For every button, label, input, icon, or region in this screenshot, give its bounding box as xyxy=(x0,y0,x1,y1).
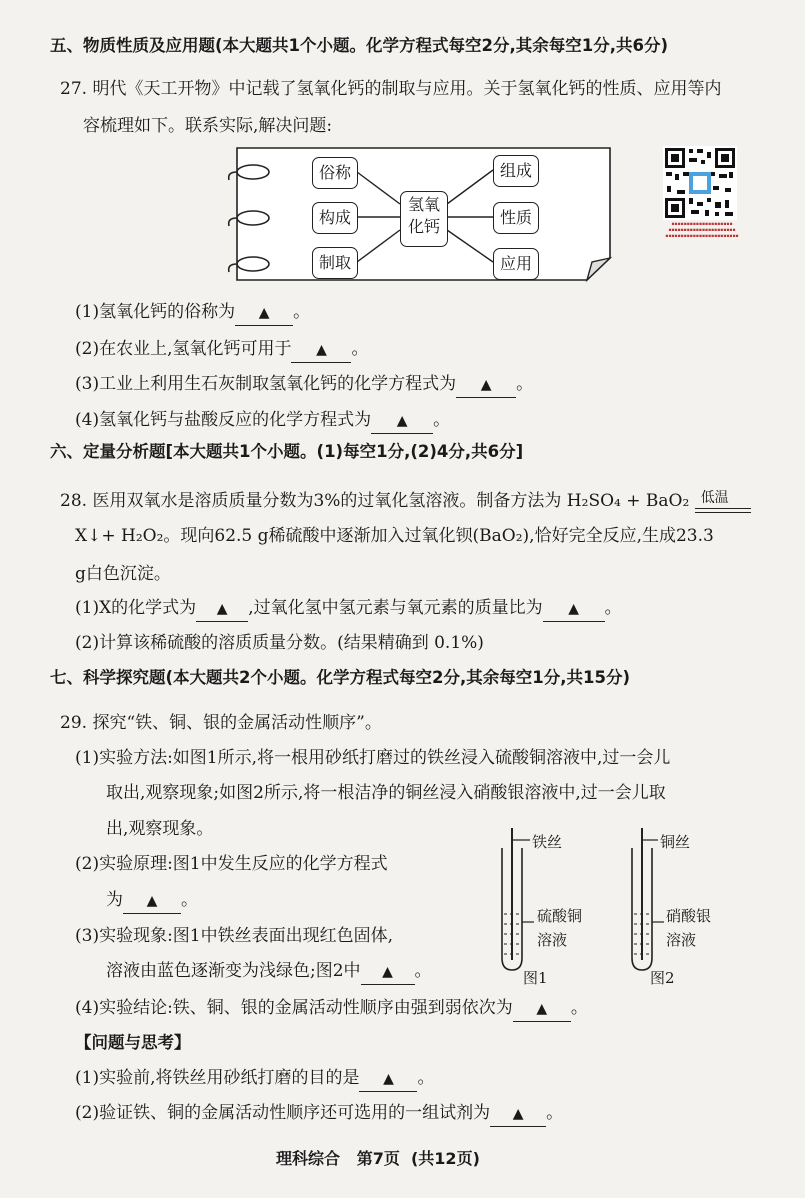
answer-mark-icon: ▲ xyxy=(512,1106,524,1122)
answer-mark-icon: ▲ xyxy=(536,1001,548,1017)
mindmap-right-3: 应用 xyxy=(493,248,539,280)
qr-code-icon xyxy=(663,146,737,220)
q29-principle-blank[interactable] xyxy=(123,888,181,914)
q28-stem-line1-text: 28. 医用双氧水是溶质质量分数为3%的过氧化氢溶液。制备方法为 H₂SO₄ + BaO₂ xyxy=(60,491,690,511)
q29-think2-text: (2)验证铁、铜的金属活动性顺序还可选用的一组试剂为 xyxy=(75,1103,491,1123)
period: 。 xyxy=(546,1103,564,1123)
answer-mark-icon: ▲ xyxy=(146,893,158,909)
fig2-solution-label-2: 溶液 xyxy=(666,931,697,949)
q28-stem-line2: X↓+ H₂O₂。现向62.5 g稀硫酸中逐渐加入过氧化钡(BaO₂),恰好完全反应,生成23.3 xyxy=(75,526,714,546)
period: 。 xyxy=(414,961,432,981)
reaction-condition-text: 低温 xyxy=(700,490,729,506)
q28-sub1a-blank[interactable] xyxy=(196,596,248,622)
q29-conclusion xyxy=(75,996,588,1022)
q27-sub1-blank[interactable] xyxy=(235,300,293,326)
q27-sub4-text: (4)氢氧化钙与盐酸反应的化学方程式为 xyxy=(75,410,372,430)
q29-method-line1: (1)实验方法:如图1所示,将一根用砂纸打磨过的铁丝浸入硫酸铜溶液中,过一会儿 xyxy=(75,748,671,768)
q29-conclusion-blank[interactable] xyxy=(513,996,571,1022)
fig1-solution-label-2: 溶液 xyxy=(537,931,568,949)
period: 。 xyxy=(433,410,451,430)
mindmap-center xyxy=(400,191,448,247)
qr-code xyxy=(663,146,737,220)
q29-principle-line2-text: 为 xyxy=(106,890,123,910)
fig2-solution-label-1: 硝酸银 xyxy=(666,907,712,925)
q27-sub3-blank[interactable] xyxy=(456,372,516,398)
answer-mark-icon: ▲ xyxy=(316,342,327,358)
reaction-condition xyxy=(695,490,751,513)
q27-sub1-text: (1)氢氧化钙的俗称为 xyxy=(75,302,236,322)
fig1-caption: 图1 xyxy=(523,969,548,987)
answer-mark-icon: ▲ xyxy=(396,413,408,429)
period: 。 xyxy=(417,1068,435,1088)
q27-stem-line1: 27. 明代《天工开物》中记载了氢氧化钙的制取与应用。关于氢氧化钙的性质、应用等内 xyxy=(60,79,722,99)
mindmap-left-3: 制取 xyxy=(312,247,358,279)
q28-sub1 xyxy=(75,596,622,622)
q27-sub3 xyxy=(75,372,533,398)
q27-sub2-text: (2)在农业上,氢氧化钙可用于 xyxy=(75,339,292,359)
comma: , xyxy=(248,598,254,618)
q28-sub1b-blank[interactable] xyxy=(543,596,605,622)
period: 。 xyxy=(570,998,588,1018)
q27-sub2 xyxy=(75,337,368,363)
q29-method-line3: 出,观察现象。 xyxy=(106,819,214,839)
q29-think2 xyxy=(75,1101,563,1127)
page-footer: 理科综合 第7页 (共12页) xyxy=(276,1149,480,1168)
q29-observation-line2-text: 溶液由蓝色逐渐变为浅绿色;图2中 xyxy=(106,961,361,981)
fig1-solution-label-1: 硫酸铜 xyxy=(537,907,583,925)
answer-mark-icon: ▲ xyxy=(383,1071,394,1087)
mindmap-right-1: 组成 xyxy=(493,155,539,187)
q28-stem-line1 xyxy=(60,489,751,513)
period: 。 xyxy=(293,302,311,322)
mindmap-left-1: 俗称 xyxy=(312,157,358,189)
answer-mark-icon: ▲ xyxy=(216,601,228,617)
section7-heading: 七、科学探究题(本大题共2个小题。化学方程式每空2分,其余每空1分,共15分) xyxy=(50,668,631,687)
q28-sub1b-text: 过氧化氢中氢元素与氧元素的质量比为 xyxy=(253,598,543,618)
q29-principle-line1: (2)实验原理:图1中发生反应的化学方程式 xyxy=(75,854,388,874)
mindmap-center-line2: 化钙 xyxy=(407,217,440,236)
mindmap-center-line1: 氢氧 xyxy=(407,195,440,214)
mindmap-right-2: 性质 xyxy=(493,202,539,234)
q28-stem-line3: g白色沉淀。 xyxy=(75,564,171,584)
answer-mark-icon: ▲ xyxy=(258,305,270,321)
q29-method-line2: 取出,观察现象;如图2所示,将一根洁净的铜丝浸入硝酸银溶液中,过一会儿取 xyxy=(106,783,666,803)
q29-observation-blank[interactable] xyxy=(361,959,415,985)
q27-sub4 xyxy=(75,408,450,434)
period: 。 xyxy=(181,890,198,910)
q29-stem: 29. 探究“铁、铜、银的金属活动性顺序”。 xyxy=(60,713,382,733)
fig1-wire-label: 铁丝 xyxy=(532,833,563,851)
section5-heading: 五、物质性质及应用题(本大题共1个小题。化学方程式每空2分,其余每空1分,共6分) xyxy=(50,36,669,55)
period: 。 xyxy=(351,339,369,359)
q29-observation-line1: (3)实验现象:图1中铁丝表面出现红色固体, xyxy=(75,926,394,946)
q27-sub3-text: (3)工业上利用生石灰制取氢氧化钙的化学方程式为 xyxy=(75,374,457,394)
q29-observation-line2 xyxy=(106,959,432,985)
period: 。 xyxy=(516,374,534,394)
section6-heading: 六、定量分析题[本大题共1个小题。(1)每空1分,(2)4分,共6分] xyxy=(50,442,524,461)
qr-caption-icon: ▪▪▪▪▪▪▪▪▪▪▪▪▪▪▪▪▪▪▪▪ ▪▪▪▪▪▪▪▪▪▪▪▪▪▪▪▪▪▪▪▪▪▪ ▪▪▪▪▪▪▪▪▪▪▪▪▪▪▪▪▪▪▪▪▪▪▪▪ xyxy=(665,222,739,239)
answer-mark-icon: ▲ xyxy=(568,601,579,617)
fig2-wire-label: 铜丝 xyxy=(660,833,691,851)
answer-mark-icon: ▲ xyxy=(480,377,492,393)
fig2-caption: 图2 xyxy=(650,969,675,987)
mindmap-left-2: 构成 xyxy=(312,202,358,234)
q27-sub4-blank[interactable] xyxy=(371,408,433,434)
think-heading: 【问题与思考】 xyxy=(75,1033,191,1052)
q27-stem-line2: 容梳理如下。联系实际,解决问题: xyxy=(83,116,333,136)
q29-conclusion-text: (4)实验结论:铁、铜、银的金属活动性顺序由强到弱依次为 xyxy=(75,998,513,1018)
period: 。 xyxy=(604,598,622,618)
q29-principle-line2 xyxy=(106,888,198,914)
q27-sub1 xyxy=(75,300,310,326)
q27-sub2-blank[interactable] xyxy=(291,337,351,363)
answer-mark-icon: ▲ xyxy=(382,964,393,980)
q29-think2-blank[interactable] xyxy=(490,1101,546,1127)
q28-sub2: (2)计算该稀硫酸的溶质质量分数。(结果精确到 0.1%) xyxy=(75,633,484,653)
q29-think1 xyxy=(75,1066,434,1092)
q28-sub1a-text: (1)X的化学式为 xyxy=(75,598,197,618)
q29-think1-text: (1)实验前,将铁丝用砂纸打磨的目的是 xyxy=(75,1068,360,1088)
q29-think1-blank[interactable] xyxy=(359,1066,417,1092)
